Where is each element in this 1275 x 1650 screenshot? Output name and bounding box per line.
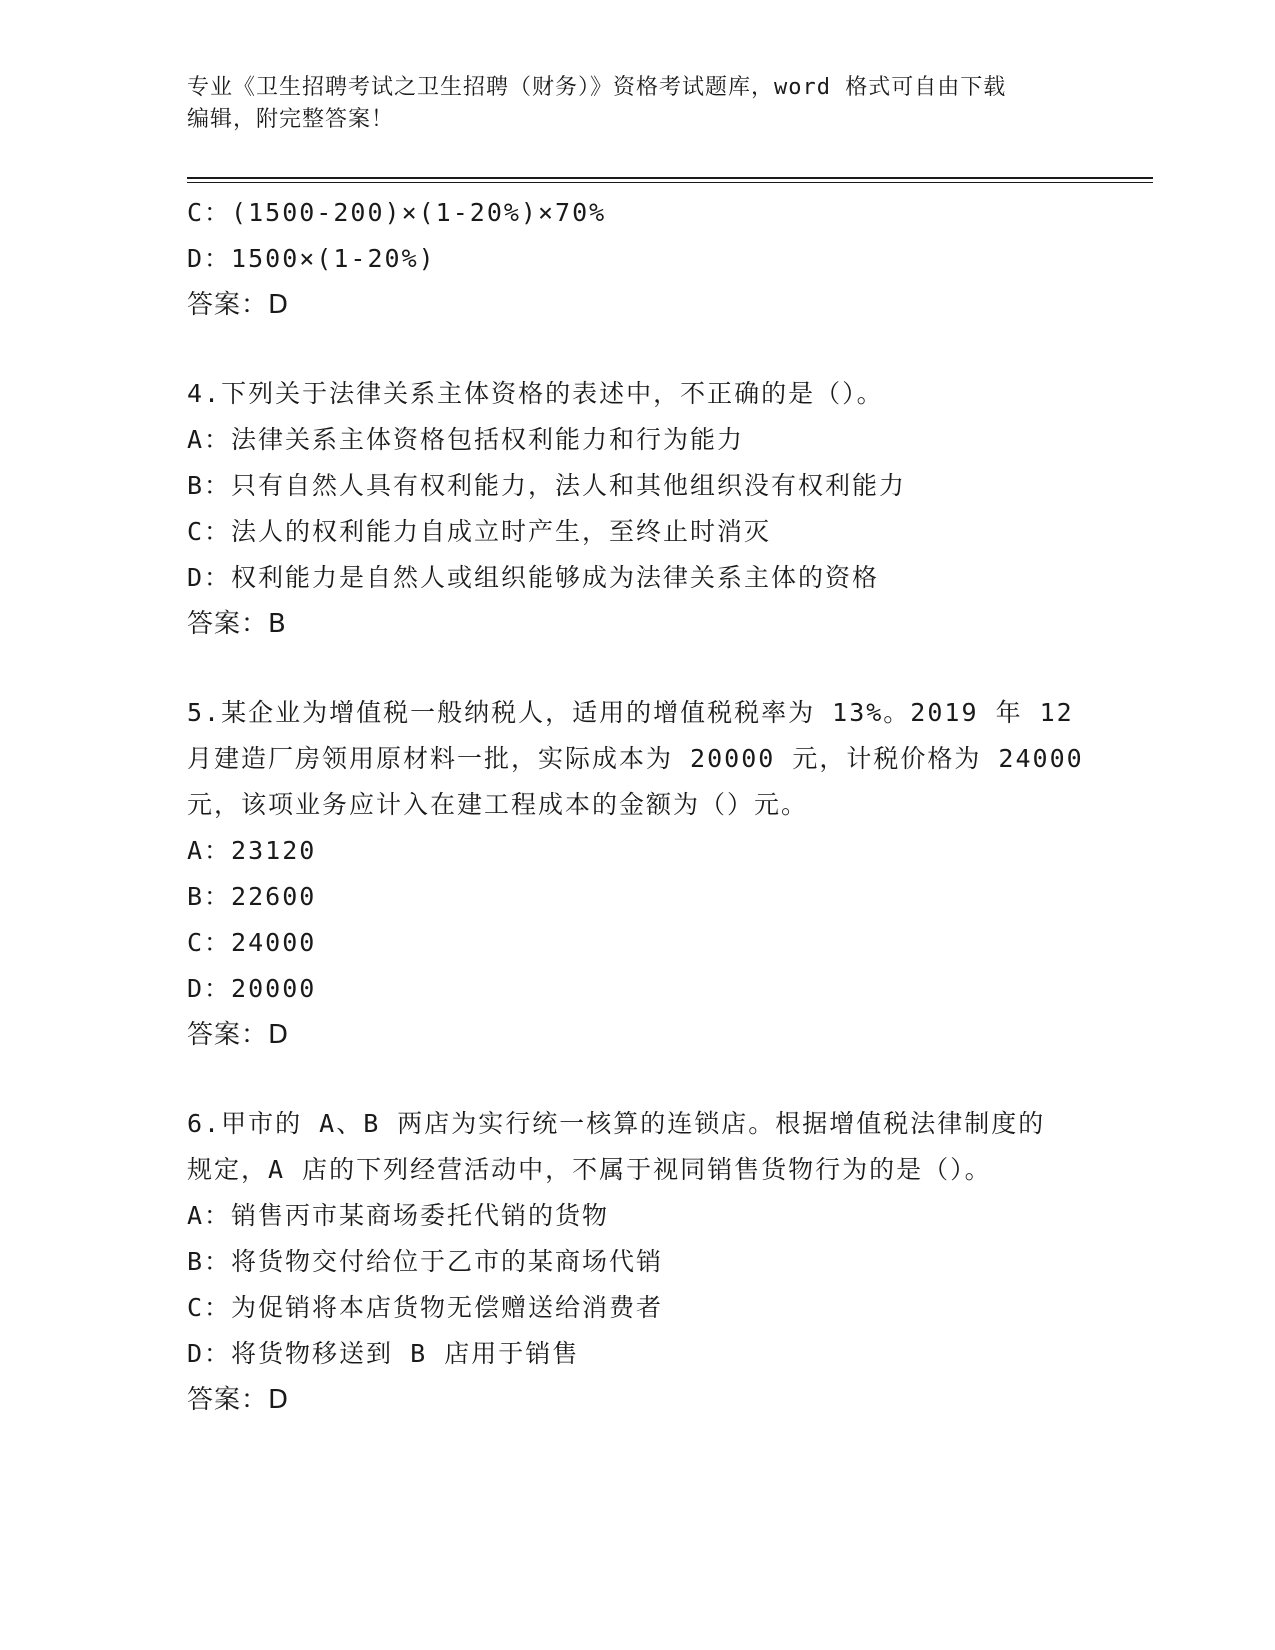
option-a: A：法律关系主体资格包括权利能力和行为能力 bbox=[187, 425, 745, 454]
spacer bbox=[187, 328, 1087, 371]
option-b: B：只有自然人具有权利能力，法人和其他组织没有权利能力 bbox=[187, 471, 907, 500]
option-d: D：将货物移送到 B 店用于销售 bbox=[187, 1339, 580, 1368]
option-b: B：将货物交付给位于乙市的某商场代销 bbox=[187, 1247, 664, 1276]
option-c: C：为促销将本店货物无偿赠送给消费者 bbox=[187, 1293, 664, 1322]
header-line-1: 专业《卫生招聘考试之卫生招聘（财务）》资格考试题库，word 格式可自由下载 bbox=[187, 75, 1007, 100]
answer: 答案：D bbox=[187, 1020, 290, 1050]
option-c: C：24000 bbox=[187, 928, 317, 957]
question-text-line-3: 元，该项业务应计入在建工程成本的金额为（）元。 bbox=[187, 790, 809, 819]
option-a: A：销售丙市某商场委托代销的货物 bbox=[187, 1201, 610, 1230]
option-d: D：20000 bbox=[187, 974, 317, 1003]
option-d: D：1500×(1-20%) bbox=[187, 244, 436, 273]
answer: 答案：D bbox=[187, 290, 290, 320]
option-c: C：法人的权利能力自成立时产生，至终止时消灭 bbox=[187, 517, 772, 546]
question-text: 4.下列关于法律关系主体资格的表述中，不正确的是（）。 bbox=[187, 379, 884, 408]
answer: 答案：B bbox=[187, 609, 287, 639]
question-6 bbox=[187, 1101, 1087, 1423]
answer: 答案：D bbox=[187, 1385, 290, 1415]
question-3 bbox=[187, 190, 1087, 328]
question-text-line-1: 5.某企业为增值税一般纳税人，适用的增值税税率为 13%。2019 年 12 bbox=[187, 698, 1074, 727]
document-header bbox=[187, 72, 1087, 136]
option-c: C：(1500-200)×(1-20%)×70% bbox=[187, 198, 607, 227]
question-text-line-1: 6.甲市的 A、B 两店为实行统一核算的连锁店。根据增值税法律制度的 bbox=[187, 1109, 1046, 1138]
spacer bbox=[187, 647, 1087, 690]
spacer bbox=[187, 1058, 1087, 1101]
option-d: D：权利能力是自然人或组织能够成为法律关系主体的资格 bbox=[187, 563, 880, 592]
question-text-line-2: 月建造厂房领用原材料一批，实际成本为 20000 元，计税价格为 24000 bbox=[187, 744, 1084, 773]
header-line-2: 编辑，附完整答案！ bbox=[187, 107, 395, 132]
question-4 bbox=[187, 371, 1087, 647]
option-a: A：23120 bbox=[187, 836, 317, 865]
header-divider-thin bbox=[187, 182, 1153, 183]
question-list bbox=[187, 190, 1087, 1423]
header-divider bbox=[187, 177, 1153, 179]
option-b: B：22600 bbox=[187, 882, 317, 911]
question-text-line-2: 规定，A 店的下列经营活动中，不属于视同销售货物行为的是（）。 bbox=[187, 1155, 992, 1184]
question-5 bbox=[187, 690, 1087, 1058]
